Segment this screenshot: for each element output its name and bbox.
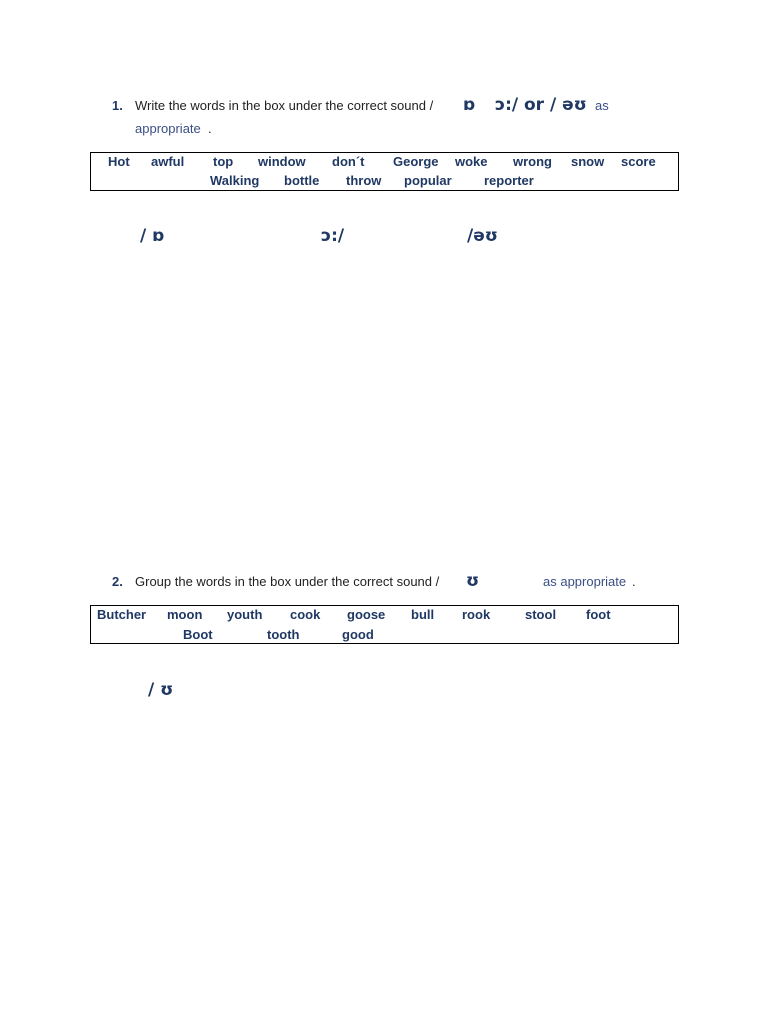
word-box-2-word: cook: [290, 607, 321, 622]
sound-heading-ou: /əʊ: [467, 226, 498, 246]
exercise-2-number: 2.: [112, 574, 123, 589]
sound-heading-o-long: ɔ:/: [321, 226, 345, 246]
exercise-2-as-appropriate: as appropriate: [543, 574, 627, 589]
word-box-1-word: popular: [404, 173, 452, 188]
word-box-2: [90, 605, 679, 644]
word-box-1-word: woke: [455, 154, 488, 169]
word-box-2-word: tooth: [267, 627, 300, 642]
exercise-1-symbol-o-short: ɒ: [463, 95, 476, 115]
word-box-1-word: reporter: [484, 173, 534, 188]
word-box-1-word: awful: [151, 154, 185, 169]
exercise-1-as: as: [595, 98, 609, 113]
exercise-2-period: .: [632, 574, 636, 589]
word-box-2-word: Butcher: [97, 607, 147, 622]
word-box-1-word: snow: [571, 154, 605, 169]
word-box-2-word: goose: [347, 607, 386, 622]
word-box-2-word: Boot: [183, 627, 213, 642]
word-box-1: [90, 152, 679, 191]
word-box-1-word: throw: [346, 173, 382, 188]
word-box-1-word: don´t: [332, 154, 365, 169]
word-box-1-word: Walking: [210, 173, 260, 188]
word-box-1-word: top: [213, 154, 234, 169]
exercise-2-symbol: ʊ: [466, 571, 480, 591]
word-box-2-word: moon: [167, 607, 203, 622]
word-box-2-word: youth: [227, 607, 263, 622]
exercise-1-symbols-rest: ɔ:/ or / əʊ: [495, 95, 587, 115]
word-box-1-word: score: [621, 154, 656, 169]
sound-heading-u-short: / ʊ: [148, 680, 174, 700]
exercise-2-instruction: Group the words in the box under the correct sound /: [135, 574, 440, 589]
exercise-1-number: 1.: [112, 98, 123, 113]
exercise-1-instruction: Write the words in the box under the correct sound /: [135, 98, 434, 113]
word-box-1-word: George: [393, 154, 439, 169]
word-box-2-word: foot: [586, 607, 611, 622]
exercise-1-appropriate: appropriate: [135, 121, 201, 136]
word-box-1-word: window: [258, 154, 306, 169]
word-box-2-word: stool: [525, 607, 557, 622]
word-box-1-word: wrong: [513, 154, 552, 169]
word-box-2-word: bull: [411, 607, 435, 622]
word-box-2-word: rook: [462, 607, 491, 622]
word-box-2-word: good: [342, 627, 374, 642]
exercise-1-period: .: [208, 121, 212, 136]
word-box-1-word: bottle: [284, 173, 320, 188]
word-box-1-word: Hot: [108, 154, 130, 169]
sound-heading-o-short: / ɒ: [140, 226, 165, 246]
